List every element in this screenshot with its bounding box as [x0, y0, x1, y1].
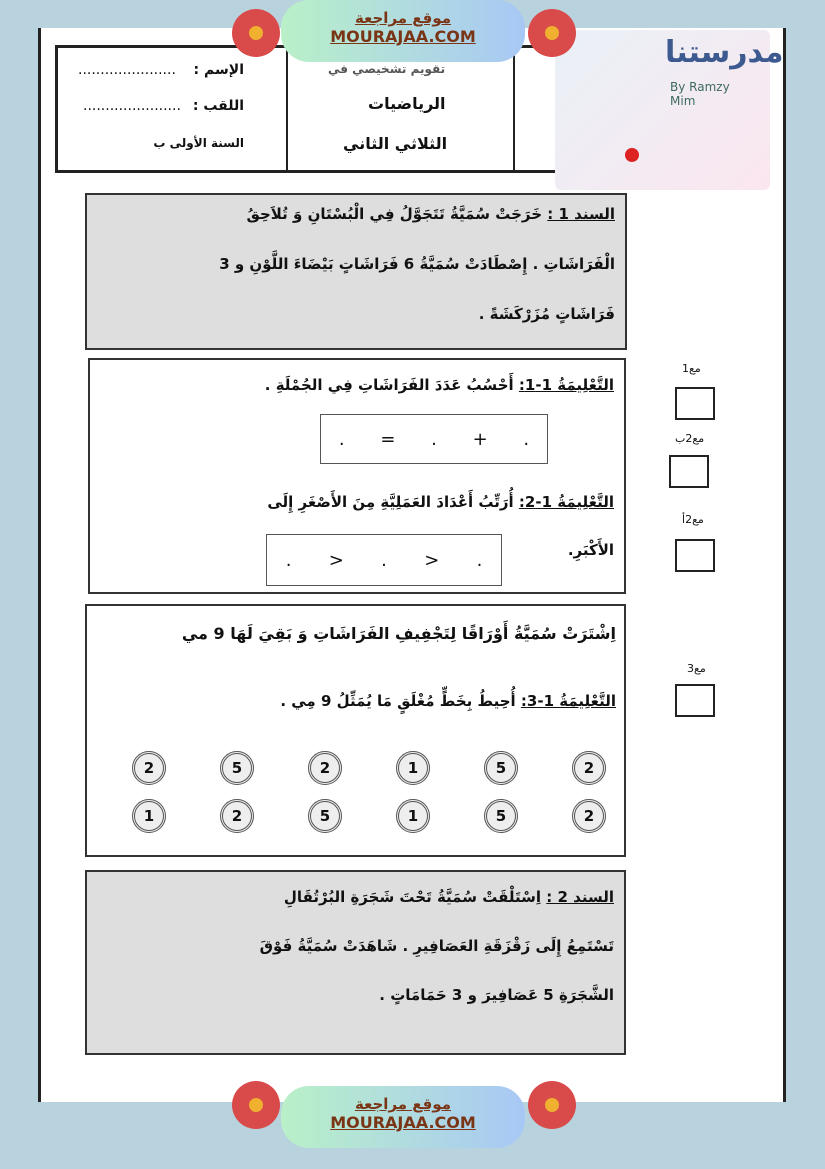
task12-label: التَّعْلِيمَةُ 1-2:: [518, 493, 614, 511]
task12-text: الأَكْبَرِ.: [567, 541, 614, 559]
term: الثلاثي الثاني: [343, 134, 448, 153]
coin-5-dinar[interactable]: 5: [220, 751, 254, 785]
subject-top: تقويم تشخيصي في: [328, 62, 446, 76]
coin-2-dinar[interactable]: 2: [220, 799, 254, 833]
logo-by: By Ramzy Mim: [670, 80, 730, 108]
task11-answer[interactable]: [320, 414, 548, 464]
bottom-banner[interactable]: [281, 1086, 525, 1148]
coin-2-dinar[interactable]: 2: [308, 751, 342, 785]
grade-label: مع1: [682, 362, 701, 375]
surname-label: اللقب :: [192, 98, 244, 114]
class-label: السنة الأولى ب: [153, 136, 244, 150]
banner-arabic: موقع مراجعة: [354, 9, 452, 27]
task-box-1: [88, 358, 626, 594]
banner-arabic: موقع مراجعة: [354, 1095, 452, 1113]
task11-label: التَّعْلِيمَةُ 1-1:: [518, 376, 614, 394]
answer-blank[interactable]: .: [381, 549, 387, 571]
sanad1-text: خَرَجَتْ سُمَيَّةُ تَتَجَوَّلُ فِي الْبُسْتَانِ وَ تُلاَحِقُ: [246, 205, 543, 223]
sanad2-text: تَسْتَمِعُ إِلَى زَقْزَقَةِ العَصَافِيرِ . شَاهَدَتْ سُمَيَّةُ فَوْقَ: [259, 937, 614, 955]
name-label: الإسم :: [193, 62, 244, 78]
grade-label: مع2ب: [675, 432, 705, 445]
sanad-b-text: اِشْتَرَتْ سُمَيَّةُ أَوْرَاقًا لِتَجْفِيفِ الفَرَاشَاتِ وَ بَقِيَ لَهَا 9 مي: [181, 624, 616, 643]
coin-5-dinar[interactable]: 5: [308, 799, 342, 833]
coin-1-dinar[interactable]: 1: [396, 799, 430, 833]
coin-5-dinar[interactable]: 5: [484, 799, 518, 833]
answer-blank[interactable]: .: [523, 428, 530, 450]
top-banner[interactable]: [281, 0, 525, 62]
coin-2-dinar[interactable]: 2: [132, 751, 166, 785]
sanad1-text: فَرَاشَاتٍ مُزَرْكَشَةً .: [478, 305, 615, 323]
seal-icon: [232, 9, 280, 57]
logo-text: مدرستنا: [665, 35, 784, 70]
sanad2-label: السند 2 :: [546, 888, 614, 906]
sanad2-text: اِسْتَلْقَتْ سُمَيَّةُ تَحْتَ شَجَرَةِ البُرْتُقَالِ: [283, 888, 542, 906]
task13-text: أُحِيطُ بِخَطٍّ مُغْلَقٍ مَا يُمَثِّلُ 9 مِي .: [280, 692, 516, 710]
plus-sign: +: [472, 428, 488, 450]
answer-blank[interactable]: .: [338, 428, 345, 450]
subject: الرياضيات: [368, 94, 446, 113]
task12-answer[interactable]: [266, 534, 502, 586]
grade-box[interactable]: [675, 387, 715, 420]
coin-5-dinar[interactable]: 5: [484, 751, 518, 785]
sanad1-text: الْفَرَاشَاتِ . إِصْطَادَتْ سُمَيَّةُ 6 فَرَاشَاتٍ بَيْضَاءَ اللَّوْنِ و 3: [219, 255, 615, 273]
coin-2-dinar[interactable]: 2: [572, 751, 606, 785]
task13-label: التَّعْلِيمَةُ 1-3:: [520, 692, 616, 710]
task11-text: أَحْسُبُ عَدَدَ الفَرَاشَاتِ فِي الجُمْلَةِ .: [264, 376, 514, 394]
sanad1-box: [85, 193, 627, 350]
task12-text: أُرَتِّبُ أَعْدَادَ العَمَلِيَّةِ مِنَ الأَصْغَرِ إِلَى: [267, 493, 514, 511]
coin-2-dinar[interactable]: 2: [572, 799, 606, 833]
grade-label: مع3: [687, 662, 706, 675]
coin-1-dinar[interactable]: 1: [132, 799, 166, 833]
banner-latin: MOURAJAA.COM: [330, 27, 476, 46]
answer-blank[interactable]: .: [285, 549, 292, 571]
apple-icon: [625, 148, 639, 162]
grade-box[interactable]: [669, 455, 709, 488]
answer-blank[interactable]: .: [476, 549, 483, 571]
task-box-2: [85, 604, 626, 857]
equals-sign: =: [380, 428, 396, 450]
grade-box[interactable]: [675, 684, 715, 717]
sanad2-text: الشَّجَرَةِ 5 عَصَافِيرَ و 3 حَمَامَاتٍ .: [379, 986, 614, 1004]
surname-field[interactable]: ......................: [83, 98, 181, 114]
banner-latin: MOURAJAA.COM: [330, 1113, 476, 1132]
seal-icon: [528, 9, 576, 57]
less-than-sign: <: [424, 549, 440, 571]
logo-illustration: [555, 30, 784, 190]
coin-1-dinar[interactable]: 1: [396, 751, 430, 785]
answer-blank[interactable]: .: [431, 428, 437, 450]
sanad2-box: [85, 870, 626, 1055]
grade-box[interactable]: [675, 539, 715, 572]
name-field[interactable]: ......................: [78, 62, 176, 78]
seal-icon: [232, 1081, 280, 1129]
seal-icon: [528, 1081, 576, 1129]
sanad1-label: السند 1 :: [547, 205, 615, 223]
grade-label: مع2أ: [682, 513, 704, 526]
less-than-sign: <: [328, 549, 344, 571]
